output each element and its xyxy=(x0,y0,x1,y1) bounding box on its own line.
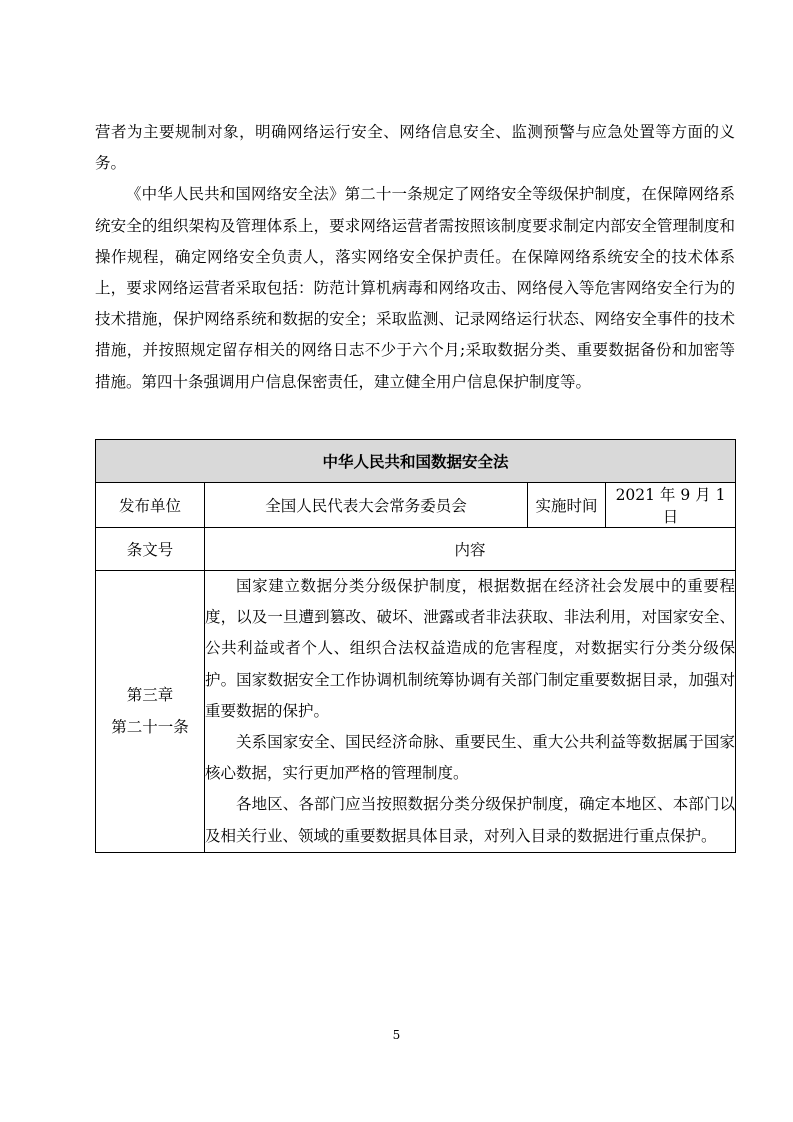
effective-date-label: 实施时间 xyxy=(528,483,606,528)
effective-date-value: 2021 年 9 月 1 日 xyxy=(606,483,736,528)
table-header-row xyxy=(96,528,736,571)
table-row xyxy=(96,571,736,853)
article-paragraph: 关系国家安全、国民经济命脉、重要民生、重大公共利益等数据属于国家核心数据，实行更加严格的管理制度。 xyxy=(205,733,736,783)
body-paragraph: 《中华人民共和国网络安全法》第二十一条规定了网络安全等级保护制度，在保障网络系统安全的组织架构及管理体系上，要求网络运营者需按照该制度要求制定内部安全管理制度和操作规程，确定网络安全负责人，落实网络安全保护责任。在保障网络系统安全的技术体系上，要求网络运营者采取包括：防范计算机病毒和网络攻击、网络侵入等危害网络安全行为的技术措施，保护网络系统和数据的安全；采取监测、记录网络运行状态、网络安全事件的技术措施，并按照规定留存相关的网络日志不少于六个月;采取数据分类、重要数据备份和加密等措施。第四十条强调用户信息保密责任，建立健全用户信息保护制度等。 xyxy=(95,185,735,391)
article-label: 第二十一条 xyxy=(111,718,189,737)
content-header: 内容 xyxy=(205,528,736,571)
body-text xyxy=(95,117,735,398)
article-header: 条文号 xyxy=(96,528,205,571)
table-title: 中华人民共和国数据安全法 xyxy=(96,440,736,483)
page-number: 5 xyxy=(392,1028,401,1042)
body-paragraph: 营者为主要规制对象，明确网络运行安全、网络信息安全、监测预警与应急处置等方面的义务。 xyxy=(95,123,735,173)
publisher-value: 全国人民代表大会常务委员会 xyxy=(205,483,528,528)
article-content-cell xyxy=(205,571,736,853)
table-meta-row xyxy=(96,483,736,528)
law-table xyxy=(95,439,736,853)
article-paragraph: 国家建立数据分类分级保护制度，根据数据在经济社会发展中的重要程度，以及一旦遭到篡改、破坏、泄露或者非法获取、非法利用，对国家安全、公共利益或者个人、组织合法权益造成的危害程度，对数据实行分类分级保护。国家数据安全工作协调机制统筹协调有关部门制定重要数据目录，加强对重要数据的保护。 xyxy=(205,577,736,720)
article-number-cell xyxy=(96,571,205,853)
publisher-label: 发布单位 xyxy=(96,483,205,528)
article-paragraph: 各地区、各部门应当按照数据分类分级保护制度，确定本地区、本部门以及相关行业、领域的重要数据具体目录，对列入目录的数据进行重点保护。 xyxy=(205,795,736,845)
table-title-row xyxy=(96,440,736,483)
chapter-label: 第三章 xyxy=(126,686,174,705)
